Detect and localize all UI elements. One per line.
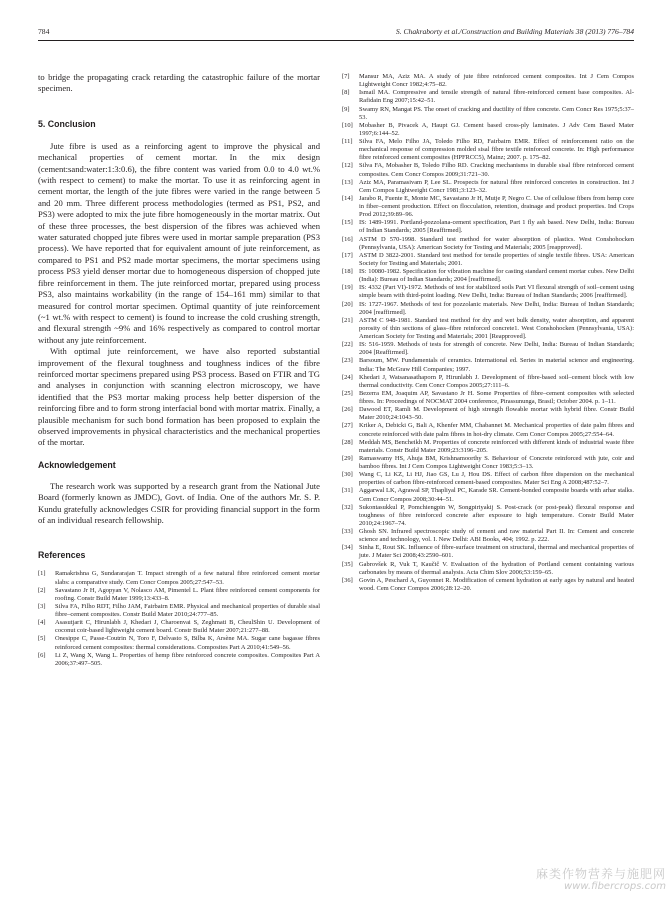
reference-item bbox=[342, 471, 634, 487]
reference-item bbox=[342, 528, 634, 544]
reference-number: [15] bbox=[342, 219, 353, 227]
reference-text: Barsoum, MW. Fundamentals of ceramics. International ed. Series in material science and engineering. India: The McGraw Hill Companies; 1997. bbox=[359, 357, 634, 373]
reference-text: IS: 4332 (Part VI)-1972. Methods of test for stabilized soils Part VI flexural strength of soil–cement using simple beam with third-point loading. New Delhi, India: Bureau of Indian Standards; 2006 [reaffirmed]. bbox=[359, 284, 634, 300]
reference-number: [33] bbox=[342, 528, 353, 535]
reference-number: [9] bbox=[342, 105, 350, 113]
reference-number: [28] bbox=[342, 438, 353, 446]
reference-item bbox=[342, 236, 634, 252]
conclusion-paragraph: With optimal jute reinforcement, we have also reported substantial improvement of the flexural toughness and toughness indices of the fibre reinforced mortar specimens prepared using PS3 process. Based on FTIR and TG and analyses in conjunction with scanning electron microscopy, we have identified that the PS3 mortar making process help better dispersion of the reinforcing fibre and to form strong interfacial bond with mortar matrix. Finally, a plausible mechanism for such bond formation has been proposed to explain the observed improvements in physical characteristics and the mechanical properties of the mortar. bbox=[38, 346, 320, 448]
reference-text: Silva FA, Melo Filho JA, Toledo Filho RD, Fairbairn EMR. Effect of reinforcement ratio on the mechanical response of compression molded sisal fibre textile reinforced concrete. In: High performance fibre reinforced cement composites (HPFRCC5), Mainz; 2007. p. 175–82. bbox=[359, 138, 634, 162]
reference-number: [22] bbox=[342, 341, 353, 349]
reference-text: Silva FA, Mobasher B, Toledo Filho RD. Cracking mechanisms in durable sisal fibre reinforced cement composites. Cem Concr Compos 2009;31:721–30. bbox=[359, 162, 634, 178]
reference-list-left bbox=[38, 570, 320, 668]
reference-text: Aziz MA, Paramasivam P, Lee SL. Prospects for natural fibre reinforced concretes in construction. Int J Cem Compos Lightweight Concr 1981;3:123–32. bbox=[359, 178, 634, 194]
reference-number: [13] bbox=[342, 178, 353, 186]
reference-number: [3] bbox=[38, 602, 46, 610]
reference-text: Savastano Jr H, Agopyan V, Nolasco AM, Pimentel L. Plant fibre reinforced cement components for roofing. Constr Build Mater 1999;13:433–8. bbox=[55, 586, 320, 602]
reference-number: [34] bbox=[342, 544, 353, 552]
reference-item bbox=[342, 179, 634, 195]
reference-number: [5] bbox=[38, 635, 46, 643]
conclusion-paragraph: Jute fibre is used as a reinforcing agent to improve the physical and mechanical properties of cement mortar. In the mix design (cement:sand:water:1:3:0.6), the fibre content was varied from 0.0 to 4.0 wt.% (with respect to cement) to make the mortar. To use it as reinforcing agent in cement mortar, the length of the jute fibres were varied in the range between 5 and 20 mm. Three different process methodologies (termed as PS1, PS2, and PS3) were adopted to mix the jute fibre homogeneously in the mortar matrix. Out of these three processes, the best dispersion of the fibres was achieved when water saturated chopped jute fibres were used in mortar sample preparation (PS3 process). We have reported that for equivalent amount of jute reinforcement, as compared to PS1 and PS2 made mortar specimens, the mortar specimens using process PS3 yield denser mortar due to homogeneous dispersion of chopped jute fibre reinforcement in them. The jute reinforced mortar, prepared using process PS3, also maintains workability (in the range of 154–161 mm) similar to that measured for control mortar specimen. Optimal quantity of jute reinforcement (~1 wt.% with respect to cement) is found to increase the cold crushing strength, and flexural strength ~9% and 16% respectively as compared to control mortar without any jute reinforcement. bbox=[38, 140, 320, 345]
reference-text: Ramakrishna G, Sundararajan T. Impact strength of a few natural fibre reinforced cement mortar slabs: a comparative study. Cem Concr Compos 2005;27:547–53. bbox=[55, 570, 320, 586]
reference-number: [36] bbox=[342, 576, 353, 584]
reference-number: [24] bbox=[342, 373, 353, 381]
reference-text: Mansur MA, Aziz MA. A study of jute fibre reinforced cement composites. Int J Cem Compos Lightweight Concr 1982;4:75–82. bbox=[359, 73, 634, 89]
reference-text: Khedari J, Watsanasathaporn P, Hirunlabh J. Development of fibre-based soil–cement block with low thermal conductivity. Cem Concr Compos 2005;27:111–6. bbox=[359, 373, 634, 389]
reference-item bbox=[342, 357, 634, 373]
reference-item bbox=[342, 252, 634, 268]
reference-item bbox=[38, 603, 320, 619]
acknowledgement-heading: Acknowledgement bbox=[38, 459, 116, 470]
reference-text: Ghosh SN. Infrared spectroscopic study of cement and raw material Part II. In: Cement and concrete science and technology, vol. I. New Delhi: ABI Books, 404; 1992. p. 222. bbox=[359, 528, 634, 544]
reference-number: [26] bbox=[342, 406, 353, 414]
reference-text: ASTM C 948-1981. Standard test method for dry and wet bulk density, water absorption, and apparent porosity of thin sections of glass–fibre reinforced concrete1. West Conshohocken (Pennsylvania, USA): American Society for Testing and Materials; 2001 [Reapproved]. bbox=[359, 316, 634, 340]
reference-item bbox=[342, 122, 634, 138]
reference-number: [32] bbox=[342, 503, 353, 511]
reference-number: [27] bbox=[342, 422, 353, 430]
references-heading: References bbox=[38, 550, 86, 561]
reference-list-right bbox=[342, 73, 634, 593]
reference-text: Bezerra EM, Joaquim AP, Savastano Jr H. Some Properties of fibre–cement composites with selected fibres. In: Proceedings of NOCMAT 2004 conference, Pirassununga, Brasil; October 2004. p. 1–11. bbox=[359, 389, 634, 405]
reference-text: Ramaswamy HS, Ahuja BM, Krishnamoorthy S. Behaviour of Concrete reinforced with jute, coir and bamboo fibres. Int J Cem Compos Lightweight Concr 1983;5:3–13. bbox=[359, 454, 634, 470]
watermark-site-name: 麻类作物营养与施肥网 bbox=[535, 867, 666, 881]
reference-text: Asasutjarit C, Hirunlabh J, Khedari J, Charoenvai S, Zeghmati B, CheulShin U. Development of coconut coir-based lightweight cement board. Constr Build Mater 2007;21:277–88. bbox=[55, 619, 320, 635]
reference-text: IS: 516-1959. Methods of tests for strength of concrete. New Delhi, India: Bureau of Indian Standards; 2004 [Reaffirmed]. bbox=[359, 341, 634, 357]
reference-item bbox=[342, 544, 634, 560]
reference-number: [17] bbox=[342, 251, 353, 259]
reference-text: Kriker A, Debicki G, Bali A, Khenfer MM, Chabannet M. Mechanical properties of date palm fibres and concrete reinforced with date palm fibres in hot-dry climate. Cem Concr Compos 2005;27:554–64. bbox=[359, 422, 634, 438]
reference-item bbox=[342, 89, 634, 105]
reference-item bbox=[342, 219, 634, 235]
reference-number: [20] bbox=[342, 300, 353, 308]
reference-item bbox=[342, 561, 634, 577]
reference-text: Meddah MS, Bencheikh M. Properties of concrete reinforced with different kinds of industrial waste fibre materials. Constr Build Mater 2009;23:3196–205. bbox=[359, 438, 634, 454]
reference-number: [12] bbox=[342, 162, 353, 170]
reference-item bbox=[38, 619, 320, 635]
reference-number: [1] bbox=[38, 570, 46, 578]
reference-number: [35] bbox=[342, 560, 353, 568]
reference-text: Sukontasukkul P, Pomchiengpin W, Songpiriyakij S. Post-crack (or post-peak) flexural response and toughness of fibre reinforced concrete after exposure to high temperature. Constr Build Mater 2010;24:1967–74. bbox=[359, 503, 634, 527]
reference-number: [25] bbox=[342, 389, 353, 397]
reference-item bbox=[342, 455, 634, 471]
reference-text: ASTM D 570-1998. Standard test method for water absorption of plastics. West Conshohocken (Pennsylvania, USA): American Society for Testing and Materials; 2005 [reapproved]. bbox=[359, 235, 634, 251]
reference-item bbox=[342, 406, 634, 422]
reference-number: [29] bbox=[342, 454, 353, 462]
reference-item bbox=[38, 570, 320, 586]
reference-number: [6] bbox=[38, 651, 46, 659]
reference-item bbox=[38, 587, 320, 603]
reference-item bbox=[342, 317, 634, 341]
reference-text: Mobasher B, Pivacek A, Haupt GJ. Cement based cross-ply laminates. J Adv Cem Based Mater 1997;6:144–52. bbox=[359, 121, 634, 137]
reference-number: [10] bbox=[342, 121, 353, 129]
reference-number: [2] bbox=[38, 586, 46, 594]
reference-item bbox=[342, 284, 634, 300]
reference-text: IS: 10080-1982. Specification for vibration machine for casting standard cement mortar cubes. New Delhi (India): Bureau of Indian Standards; 2004 [reaffirmed]. bbox=[359, 268, 634, 284]
watermark-url: www.fibercrops.com bbox=[564, 881, 666, 892]
reference-item bbox=[342, 73, 634, 89]
reference-number: [30] bbox=[342, 471, 353, 479]
header-rule bbox=[38, 40, 634, 41]
reference-number: [23] bbox=[342, 357, 353, 365]
reference-item bbox=[342, 195, 634, 219]
reference-text: IS: 1727-1967. Methods of test for pozzolanic materials. New Delhi, India: Bureau of Indian Standards; 2004 [reaffirmed]. bbox=[359, 300, 634, 316]
reference-number: [16] bbox=[342, 235, 353, 243]
reference-item bbox=[342, 439, 634, 455]
reference-text: Wang C, Li KZ, Li HJ, Jiao GS, Lu J, Hou DS. Effect of carbon fibre dispersion on the mechanical properties of carbon fibre-reinforced cement-based composites. Mater Sci Eng A 2008;487:52–7. bbox=[359, 471, 634, 487]
left-column bbox=[38, 72, 320, 668]
reference-text: ASTM D 3822-2001. Standard test method for tensile properties of single textile fibres. USA: American Society for Testing and Materials; 2001. bbox=[359, 251, 634, 267]
reference-text: Jarabo R, Fuente E, Monte MC, Savastano Jr H, Mutje P, Negro C. Use of cellulose fibers from hemp core in fiber–cement production. Effect on flocculation, retention, drainage and product properties. Ind Crops Prod 2012;39:89–96. bbox=[359, 194, 634, 219]
reference-item bbox=[342, 374, 634, 390]
reference-text: Onesippe C, Passe-Coutrin N, Toro F, Delvasto S, Bilba K, Arsène MA. Sugar cane bagasse fibres reinforced cement composites: thermal considerations. Composites Part A 2010;41:549–56. bbox=[55, 635, 320, 651]
reference-number: [18] bbox=[342, 268, 353, 275]
reference-text: IS: 1489-1991. Portland-pozzolana-cement specification, Part 1 fly ash based. New Delhi, India: Bureau of Indian Standards; 2005 [Reaffirmed]. bbox=[359, 219, 634, 235]
reference-item bbox=[342, 301, 634, 317]
reference-item bbox=[342, 341, 634, 357]
reference-number: [31] bbox=[342, 487, 353, 495]
reference-number: [8] bbox=[342, 89, 350, 97]
reference-number: [21] bbox=[342, 316, 353, 324]
reference-item bbox=[342, 138, 634, 162]
reference-item bbox=[342, 162, 634, 178]
reference-item bbox=[38, 652, 320, 668]
carryover-paragraph: to bridge the propagating crack retarding the catastrophic failure of the mortar specimen. bbox=[38, 72, 320, 94]
reference-item bbox=[342, 504, 634, 528]
page-number: 784 bbox=[38, 27, 50, 36]
reference-item bbox=[342, 487, 634, 503]
reference-number: [19] bbox=[342, 284, 353, 292]
reference-item bbox=[38, 635, 320, 651]
reference-item bbox=[342, 268, 634, 284]
reference-text: Swamy RN, Mangat PS. The onset of cracking and ductility of fibre concrete. Cem Concr Res 1975;5:37–53. bbox=[359, 105, 634, 121]
reference-text: Gabrovšek R, Vuk T, Kaučič V. Evaluation of the hydration of Portland cement containing various carbonates by means of thermal analysis. Acta Chim Slov 2006;53:159–65. bbox=[359, 560, 634, 576]
watermark bbox=[536, 867, 666, 893]
reference-text: Aggarwal LK, Agrawal SP, Thapliyal PC, Karade SR. Cement-bonded composite boards with arhar stalks. Cem Concr Compos 2008;30:44–51. bbox=[359, 487, 634, 503]
reference-item bbox=[342, 577, 634, 593]
reference-item bbox=[342, 106, 634, 122]
reference-text: Ismail MA. Compressive and tensile strength of natural fibre-reinforced cement base composites. Al-Rafidain Eng 2007;15:42–51. bbox=[359, 89, 634, 105]
acknowledgement-text: The research work was supported by a research grant from the National Jute Board (formerly known as JMDC), Govt. of India. One of the authors Mr. S. P. Kundu gratefully acknowledges CSIR for providing financial support in the form of an individual research fellowship. bbox=[38, 480, 320, 525]
reference-text: Govin A, Peschard A, Guyonnet R. Modification of cement hydration at early ages by natural and heated wood. Cem Concr Compos 2006;28:12–20. bbox=[359, 576, 634, 592]
reference-number: [14] bbox=[342, 194, 353, 202]
reference-text: Sinha E, Rout SK. Influence of fibre-surface treatment on structural, thermal and mechanical properties of jute. J Mater Sci 2008;43:2590–601. bbox=[359, 544, 634, 560]
running-head: S. Chakraborty et al./Construction and Building Materials 38 (2013) 776–784 bbox=[395, 27, 634, 36]
reference-item bbox=[342, 422, 634, 438]
reference-text: Dawood ET, Ramli M. Development of high strength flowable mortar with hybrid fibre. Constr Build Mater 2010;24:1043–50. bbox=[359, 406, 634, 422]
reference-item bbox=[342, 390, 634, 406]
right-column bbox=[342, 73, 634, 593]
reference-number: [7] bbox=[342, 73, 350, 80]
conclusion-heading: 5. Conclusion bbox=[38, 118, 96, 129]
reference-number: [4] bbox=[38, 619, 46, 627]
reference-number: [11] bbox=[342, 138, 353, 145]
reference-text: Li Z, Wang X, Wang L. Properties of hemp fibre reinforced concrete composites. Composites Part A 2006;37:497–505. bbox=[55, 651, 320, 667]
reference-text: Silva FA, Filho RDT, Filho JAM, Fairbairn EMR. Physical and mechanical properties of durable sisal fibre–cement composites. Constr Build Mater 2010;24:777–85. bbox=[55, 602, 320, 619]
